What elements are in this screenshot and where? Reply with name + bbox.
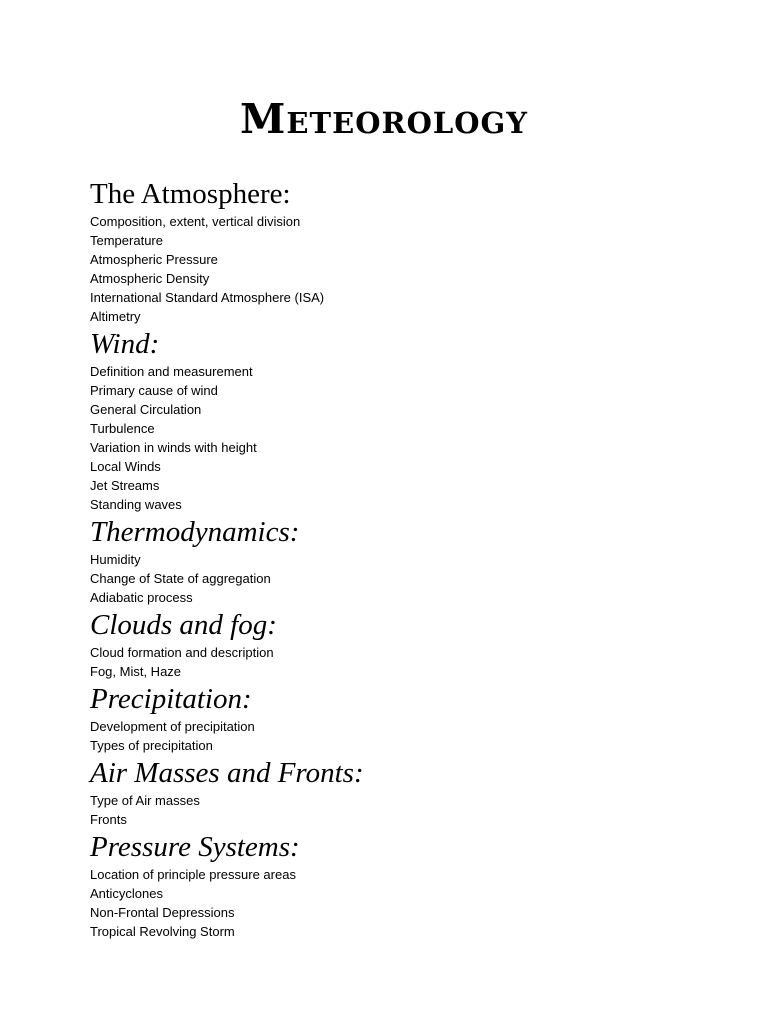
topic-item: Variation in winds with height [90,440,257,455]
topic-item: Adiabatic process [90,590,193,605]
section-heading: The Atmosphere: [90,178,291,210]
section-heading: Precipitation: [90,683,252,715]
topic-item: Local Winds [90,459,161,474]
topic-item: Type of Air masses [90,793,200,808]
topic-item: Development of precipitation [90,719,255,734]
topic-item: International Standard Atmosphere (ISA) [90,290,325,305]
section-precipitation [90,681,710,755]
topic-item: Primary cause of wind [90,383,218,398]
section-air-masses-and-fronts [90,755,710,829]
topic-item: Change of State of aggregation [90,571,271,586]
topic-item: Tropical Revolving Storm [90,924,235,939]
section-the-atmosphere [90,176,710,326]
topic-list [90,717,710,755]
topic-item: Standing waves [90,497,182,512]
topic-item: General Circulation [90,402,202,417]
topic-item: Atmospheric Pressure [90,252,218,267]
topic-item: Cloud formation and description [90,645,274,660]
section-heading: Clouds and fog: [90,609,277,641]
section-thermodynamics [90,514,710,607]
section-clouds-and-fog [90,607,710,681]
topic-list [90,550,710,607]
page-title: Meteorology [240,95,528,143]
syllabus-content [90,176,710,941]
topic-item: Fronts [90,812,127,827]
section-pressure-systems [90,829,710,941]
topic-item: Atmospheric Density [90,271,210,286]
topic-item: Jet Streams [90,478,160,493]
section-heading: Air Masses and Fronts: [90,757,364,789]
topic-list [90,643,710,681]
topic-item: Definition and measurement [90,364,253,379]
topic-item: Types of precipitation [90,738,213,753]
topic-item: Humidity [90,552,141,567]
topic-list [90,791,710,829]
section-heading: Thermodynamics: [90,516,300,548]
topic-list [90,865,710,941]
topic-item: Anticyclones [90,886,163,901]
topic-list [90,212,710,326]
section-heading: Wind: [90,328,160,360]
topic-item: Non-Frontal Depressions [90,905,235,920]
topic-item: Fog, Mist, Haze [90,664,182,679]
topic-item: Temperature [90,233,163,248]
section-wind [90,326,710,514]
section-heading: Pressure Systems: [90,831,300,863]
topic-item: Altimetry [90,309,141,324]
topic-list [90,362,710,514]
topic-item: Location of principle pressure areas [90,867,296,882]
topic-item: Composition, extent, vertical division [90,214,301,229]
topic-item: Turbulence [90,421,155,436]
